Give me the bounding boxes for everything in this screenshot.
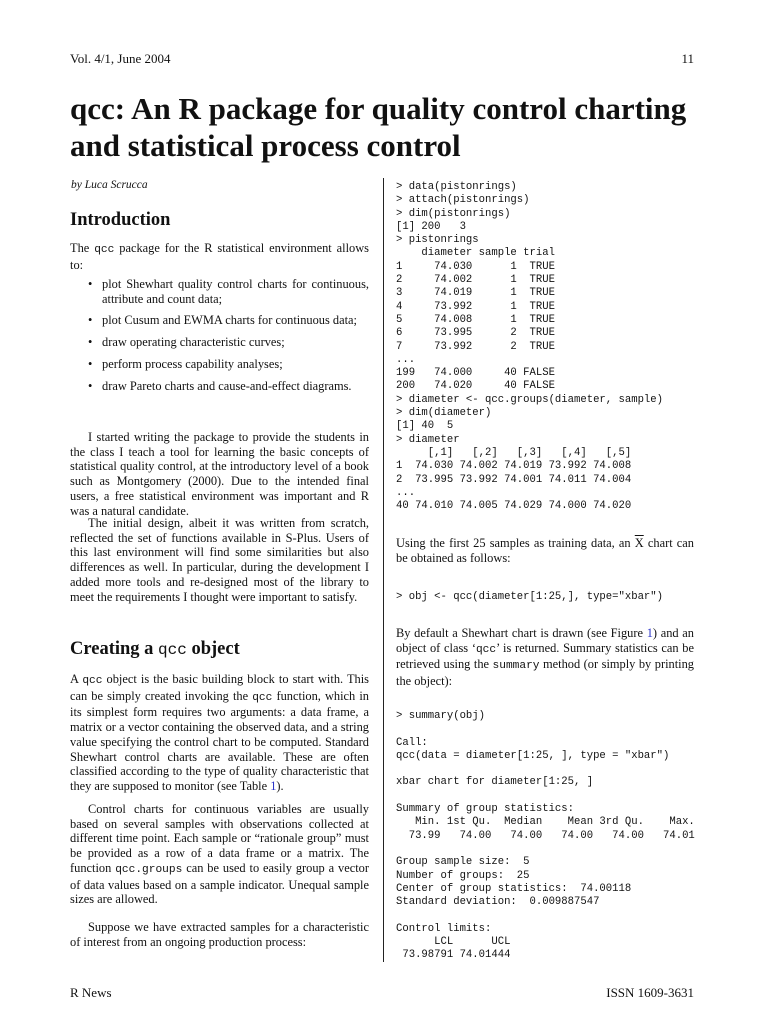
summary-text-a: By default a Shewhart chart is drawn (see Figure [396, 626, 647, 640]
introduction-heading: Introduction [70, 210, 171, 230]
code-block-pistonrings: > data(pistonrings) > attach(pistonrings) > dim(pistonrings) [1] 200 3 > pistonrings diameter sample trial 1 74.030 1 TRUE 2 74.002 1 TRUE 3 74.019 1 TRUE 4 73.992 1 TRUE 5 74.008 1 TRUE 6 73.995 2 TRUE 7 73.992 2 TRUE ... 199 74.000 40 FALSE 200 74.020 40 FALSE > diameter <- qcc.groups(diameter, sample) > dim(diameter) [1] 40 5 > diameter [,1] [,2] [,3] [,4] [,5] 1 74.030 74.002 74.019 73.992 74.008 2 73.995 73.992 74.001 74.011 74.004 ... 40 74.010 74.005 74.029 74.000 74.020 [396, 181, 664, 513]
class-qcc-code: qcc [475, 643, 497, 656]
heading-text-pre: Creating a [70, 639, 159, 659]
summary-intro-paragraph [396, 626, 694, 689]
code-block-summary: > summary(obj) Call: qcc(data = diameter[1:25, ], type = "xbar") xbar chart for diameter[1:25, ] Summary of group statistics: Min. 1st Qu. Median Mean 3rd Qu. Max. 73.99 74.00 74.00 74.00 74.00 74.01 Group sample size: 5 Number of groups: 25 Center of group statistics: 74.00118 Standard deviation: 0.009887547 Control limits: LCL UCL 73.98791 74.01444 [396, 710, 695, 962]
list-item [70, 379, 369, 394]
bullet-text: draw operating characteristic curves; [102, 335, 285, 350]
footer-issn: ISSN 1609-3631 [606, 985, 694, 1000]
p1-text-d: ). [276, 778, 284, 793]
table-1-link[interactable]: 1 [270, 778, 277, 793]
list-item [70, 277, 369, 306]
p1-code-qcc: qcc [82, 675, 103, 687]
author-byline: by Luca Scrucca [71, 179, 148, 191]
list-item [70, 335, 369, 350]
summary-text-d: method (or simply by printing the object): [396, 657, 694, 689]
xbar-text-a: Using the first 25 samples as training data, an [396, 536, 635, 550]
summary-text-b: ) and an object of class ‘ [396, 626, 694, 655]
code-block-qcc-call: > obj <- qcc(diameter[1:25,], type="xbar") [396, 591, 664, 603]
bullet-dot-icon: • [88, 277, 93, 291]
intro-paragraph-1: I started writing the package to provide the students in the class I teach a tool for learning the basic concepts of statistical quality control, at the introductory level of a book such as Montgomery (2000). Due to the intended final users, a free statistical environment was important and R was a natural candidate. [70, 430, 369, 518]
intro-lead-text-post: package for the R statistical environment allows to: [70, 241, 369, 272]
running-header-volume: Vol. 4/1, June 2004 [70, 51, 171, 66]
bullet-dot-icon: • [88, 335, 93, 350]
p2-text-b: can be used to easily group a vector of data values based on a sample indicator. Unequal sample sizes are allowed. [70, 860, 369, 907]
running-header-page-number: 11 [681, 51, 694, 66]
intro-paragraph-2: The initial design, albeit it was written from scratch, reflected the set of functions available in S-Plus. Users of this last environment will find some similarities but also differences as well. In particular, during the development I added more tools and re-designed most of the library to meet the requirements I thought were important to satisfy. [70, 516, 369, 604]
heading-code: qcc [158, 641, 187, 659]
x-bar-symbol: $\overline{X}$ [634, 536, 644, 550]
introduction-lead [70, 241, 369, 272]
creating-paragraph-3: Suppose we have extracted samples for a characteristic of interest from an ongoing production process: [70, 920, 369, 949]
creating-paragraph-1 [70, 672, 369, 794]
heading-text-post: object [186, 639, 240, 659]
bullet-text: plot Cusum and EWMA charts for continuous data; [102, 313, 357, 328]
xbar-text-b: chart can be obtained as follows: [396, 536, 694, 565]
xbar-intro-paragraph [396, 536, 694, 565]
bullet-text: plot Shewhart quality control charts for continuous, attribute and count data; [102, 277, 369, 306]
list-item [70, 357, 369, 372]
intro-lead-text-pre: The [70, 241, 95, 255]
intro-pkg-code: qcc [94, 244, 115, 256]
bullet-dot-icon: • [88, 356, 93, 371]
p1-code-qcc-function: qcc [252, 691, 273, 704]
column-divider [383, 178, 384, 962]
p2-code-qcc-groups: qcc.groups [115, 863, 183, 876]
summary-text-c: ’ is returned. Summary statistics can be retrieved using the [396, 640, 694, 672]
bullet-text: perform process capability analyses; [102, 356, 283, 371]
creating-qcc-heading [70, 639, 240, 660]
creating-paragraph-2 [70, 802, 369, 907]
article-title: qcc: An R package for quality control charting and statistical process control [70, 91, 687, 163]
p2-text-a: Control charts for continuous variables are usually based on several samples with observations collected at different time point. Each sample or “rationale group” must be provided as a row of a data frame or a matrix. The function [70, 802, 369, 875]
feature-list [70, 277, 369, 400]
p1-text-c: function, which in its simplest form requires two arguments: a data frame, a matrix or a vector containing the observed data, and a string value specifying the control chart to be computed. Standard Shewhart control charts are available. These are often classified according to the type of quality characteristic that they are supposed to monitor (see Table [70, 688, 369, 793]
bullet-text: draw Pareto charts and cause-and-effect diagrams. [102, 378, 352, 393]
summary-method-code: summary [492, 660, 540, 673]
p1-text-a: A [70, 672, 83, 686]
bullet-dot-icon: • [88, 313, 93, 328]
figure-1-link[interactable]: 1 [646, 626, 653, 640]
list-item [70, 313, 369, 328]
bullet-dot-icon: • [88, 378, 93, 393]
p1-text-b: object is the basic building block to start with. This can be simply created invoking the [70, 672, 369, 703]
footer-journal-name: R News [70, 985, 112, 1000]
